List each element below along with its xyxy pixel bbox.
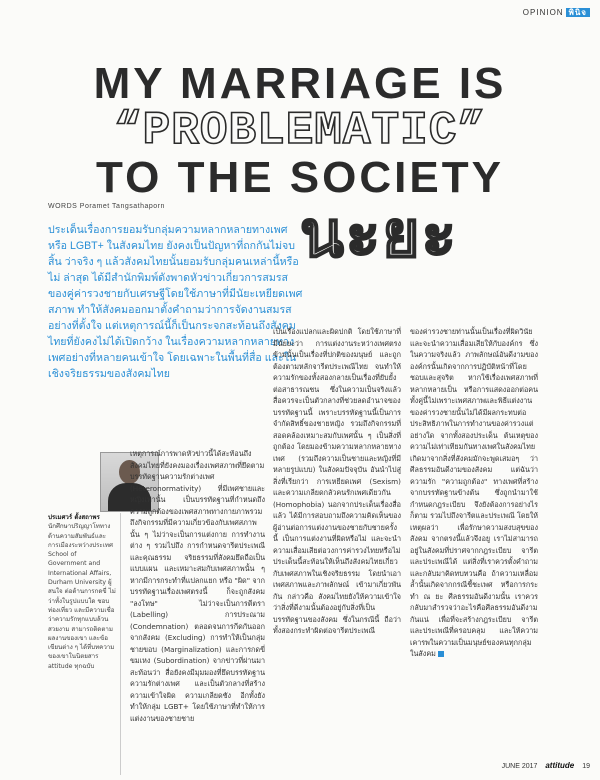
page-footer [496, 761, 590, 770]
column-divider [120, 513, 121, 775]
decorative-thai-title: นะยะ [300, 198, 458, 272]
body-column-2: เป็นเรื่องแปลกและผิดปกติ โดยใช้ภาษาที่มีนัยยะว่า การแต่งงานระหว่างเพศตรงข้ามนั้นเป็นเรื่องที่ปกติของมนุษย์ และถูกต้องตามหลักจารีตประเพณีไทย จนทำให้ความรักของทั้งสองกลายเป็นเรื่องที่ยับยั้งต่อสาธารณชน ซึ่งในความเป็นจริงแล้ว สื่อควรจะเป็นตัวกลางที่ช่วยลดอำนาจของบรรทัดฐานนี้ เพราะบรรทัดฐานนี้เป็นการจำกัดสิทธิ์ของชายหญิง รวมถึงกิจกรรมที่สอดคล้องเหมาะสมกับเพศนั้น ๆ เป็นสิ่งที่ถูกต้อง โดยมองข้ามความหลากหลายทางเพศ (รวมถึงความเป็นชายและหญิงที่มีหลายรูปแบบ) ในสังคมปัจจุบัน อันนำไปสู่สิ่งที่เรียกว่า การเหยียดเพศ (Sexism) และความเกลียดกลัวคนรักเพศเดียวกัน (Homophobia) นอกจากประเด็นเรื่องสื่อแล้ว ได้มีการสอบถามถึงความคิดเห็นของผู้อ่านต่อการแต่งงานของชายกับชายครั้งนี้ เป็นการแต่งงานที่ผิดหรือไม่ และจะนำความเสื่อมเสียต่อวงการค่ารวงไทยหรือไม่ ประเด็นนี้สะท้อนให้เห็นถึงสังคมไทยเกี่ยวกับเพศสภาพในเชิงจริยธรรม โดยนำเอาเพศสภาพและภาพลักษณ์ เข้ามาเกี่ยวพันกัน กล่าวคือ สังคมไทยยังให้ความเข้าใจว่าสิ่งที่ดีงามนั้นต้องอยู่กับสิ่งที่เป็นบรรทัดฐานของสังคม ซึ่งในกรณีนี้ ถือว่าทั้งสองกระทำผิดต่อจารีตประเพณี [273, 327, 401, 635]
body-column-3 [410, 326, 538, 660]
page-number: 19 [582, 763, 590, 770]
body-column-3-text: ของค่ารวงชายท่านนั้นเป็นเรื่องที่ผิดวินัยและจะนำความเสื่อมเสียให้กับองค์กร ซึ่งในความจริงแล้ว ภาพลักษณ์อันดีงามขององค์กรนั้นเกิดจากการปฏิบัติหน้าที่โดยชอบและสุจริต หากใช้เรื่องเพศสภาพที่หลากหลายเป็น หรือการแสดงออกต่อคนทั้งคู่นี้ไม่เพราะเพศสภาพและพิธีแต่งงานของค่ารวงชายนั้นไม่ได้มีผลกระทบต่อประสิทธิภาพในการทำงานของค่ารวงแต่อย่างใด จากทั้งสองประเด็น ต้นเหตุของความไม่เท่าเทียมกันทางเพศในสังคมไทยเกิดมาจากสิ่งที่สังคมมักจะพูดเสมอๆ ว่า ศีลธรรมอันดีงามของสังคม แต่ฉันว่าความรัก "ความถูกต้อง" ทางเพศที่สร้างจากบรรทัดฐานข้างต้น ซึ่งถูกนำมาใช้กำหนดกฎระเบียบ จึงยังต้องการอย่างไรก็ตาม รวมไปถึงจารีตและประเพณี โดยให้เหตุผลว่า เพื่อรักษาความสงบสุขของสังคม จากตรงนี้แล้วจึงอยู เราไม่สามารถอยู่ในสังคมที่ปราศจากกฎระเบียบ จารีต และประเพณีได้ แต่สิ่งที่เราควรตั้งคำถาม และกลับมาคิดทบทวนคือ ถ้าความเหลื่อมล้ำนั้นเกิดจากกรณีชี้ชะเพศ หรือการกระทำ ณ ยะ ศีลธรรมอันดีงามนั้น เราควรกลับมาสำรวจว่าอะไรคือศีลธรรมอันดีงามกันแน่ เพื่อที่จะสร้างกฎระเบียบ จารีต และประเพณีที่ครอบคลุม และให้ความเคารพในความเป็นมนุษย์ของคนทุกกลุ่มในสังคม [410, 327, 538, 658]
issue-date: JUNE 2017 [501, 763, 538, 770]
body-column-1: เหตุการณ์การพาดหัวข่าวนี้ได้สะท้อนถึงสังคมไทยที่ยังคงมองเรื่องเพศสภาพที่ยึดตามบรรทัดฐานความรักต่างเพศ (Heteronormativity) ที่มีเพศชายและหญิงเท่านั้น เป็นบรรทัดฐานที่กำหนดถึงความถูกต้องของเพศสภาพทางกายภาพรวมถึงกิจกรรมที่มีความเกี่ยวข้องกับเพศสภาพนั้น ๆ ไม่ว่าจะเป็นการแต่งกาย การทำงานต่าง ๆ รวมไปถึง การกำหนดจารีตประเพณี และคุณธรรม จริยธรรมที่สังคมยึดถือเป็นแบบแผน และเหมาะสมกับเพศสภาพนั้น ๆ หากมีการกระทำที่แปลกแยก หรือ "ผิด" จากบรรทัดฐานเรื่องเพศตรงนี้ ก็จะถูกสังคม "ลงโทษ" ไม่ว่าจะเป็นการตีตรา (Labelling) การประณาม (Condemnation) ตลอดจนการกีดกันออกจากสังคม (Excluding) การทำให้เป็นกลุ่มชายขอบ (Marginalization) และการกดขี่ขมเหง (Subordination) จากข่าวที่ผ่านมาสะท้อนว่า สื่อยังคงมีมุมมองที่ยึดบรรทัดฐานความรักต่างเพศ และเป็นตัวกลางที่สร้างความเข้าใจผิด ความเกลียดชัง อีกทั้งยังทำให้กลุ่ม LGBT+ โดยใช้ภาษาที่ทำให้การแต่งงานของชายชาย [130, 449, 265, 723]
section-label [523, 6, 590, 19]
headline-line-3: TO THE SOCIETY [96, 153, 504, 202]
section-name: OPINION [522, 8, 564, 17]
author-bio [48, 513, 116, 671]
headline-line-2: “PROBLEMATIC” [114, 105, 486, 157]
author-bio-text: นักศึกษาปริญญาโททางด้านความสัมพันธ์และการเมืองระหว่างประเทศ School of Government and International Affairs, Durham University ผู้สนใจ ต่อต้านการกดขี่ ไม่ว่าทั้งในรูปแบบใด ชอบท่องเที่ยว และมีความเชื่อว่าความรักทุกแบบล้วนสวยงาม สามารถติดตามผลงานของเขา และข้อเขียนต่าง ๆ ได้ที่บทความของเขาในนิตยสาร attitude ทุกฉบับ [48, 523, 116, 670]
author-name: ปรเมศวร์ ตั้งสถาพร [48, 514, 100, 521]
magazine-brand: attitude [545, 761, 575, 770]
section-tag: พินิจ [566, 8, 590, 17]
end-mark-icon [438, 651, 444, 657]
author-credit: WORDS Poramet Tangsathaporn [48, 203, 165, 210]
intro-paragraph: ประเด็นเรื่องการยอมรับกลุ่มความหลากหลายทางเพศ หรือ LGBT+ ในสังคมไทย ยังคงเป็นปัญหาที่ถกกันไม่จบสิ้น ว่าจริง ๆ แล้วสังคมไทยนั้นยอมรับกลุ่มคนเหล่านี้หรือไม่ ล่าสุด ได้มีสำนักพิมพ์ดังพาดหัวข่าวเกี่ยวการสมรสของคู่ค่ารวงชายกับเศรษฐีโดยใช้ภาษาที่มีนัยะเหยียดเพศสภาพ ทำให้สังคมออกมาตั้งคำถามว่าการจัดงานสมรสอย่างที่ตั้งใจ แต่เหตุการณ์นี้ก็เป็นกระจกสะท้อนถึงสังคมไทยที่ยังคงไม่ได้เปิดกว้าง ในเรื่องความหลากหลายทางเพศอย่างที่หลายคนเข้าใจ โดยเฉพาะในพื้นที่สื่อ และในเชิงจริยธรรมของสังคมไทย [48, 224, 303, 380]
headline-line-1: MY MARRIAGE IS [93, 59, 507, 108]
